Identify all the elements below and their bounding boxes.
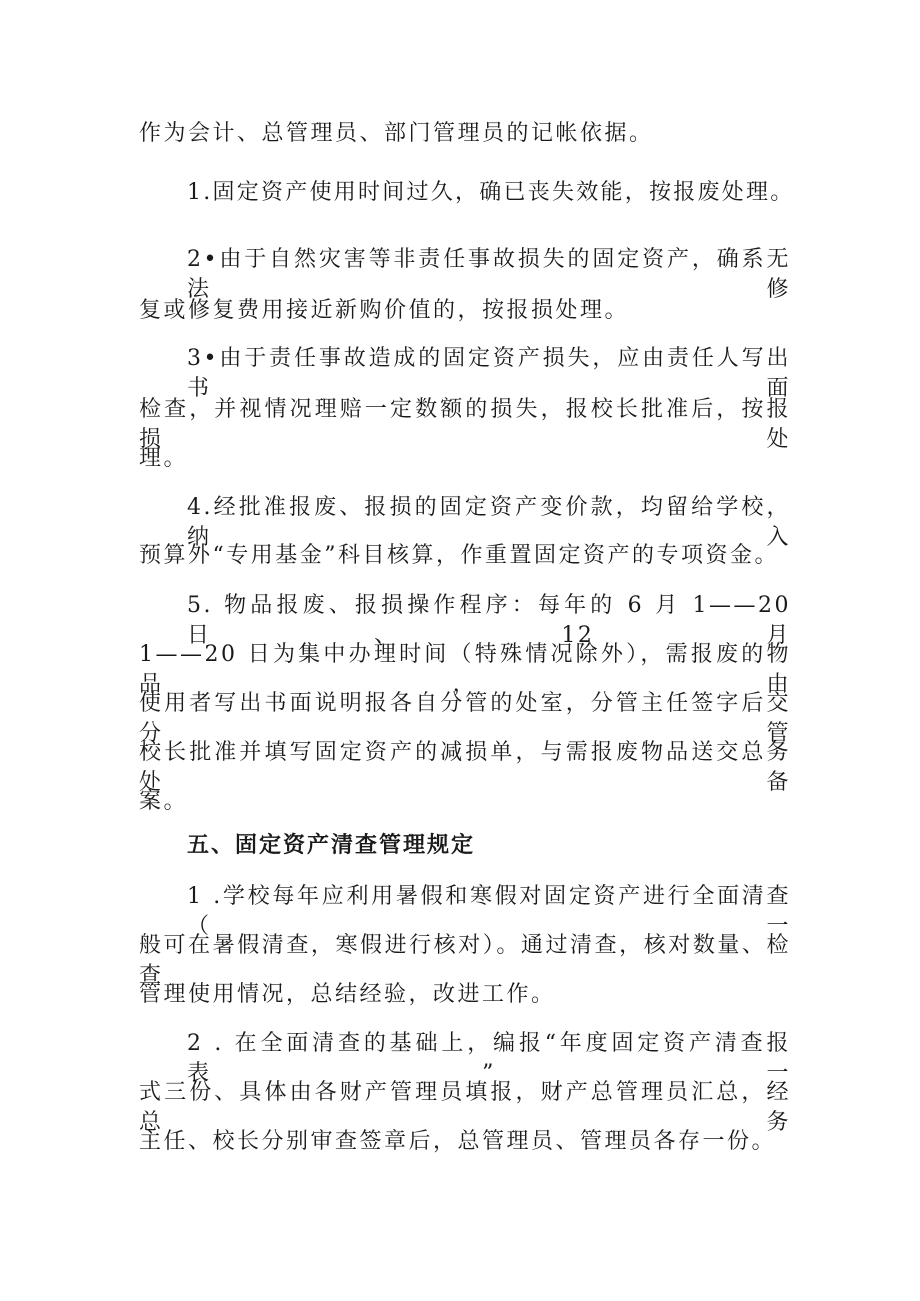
paragraph-line: 1.固定资产使用时间过久，确已丧失效能，按报废处理。 (187, 180, 795, 205)
paragraph-line: 1 .学校每年应利用暑假和寒假对固定资产进行全面清查（一 (187, 884, 791, 939)
paragraph-line: 校长批准并填写固定资产的减损单，与需报废物品送交总务处备 (139, 740, 791, 795)
paragraph-line: 5. 物品报废、报损操作程序：每年的 6 月 1——20 日、12 月 (187, 593, 791, 648)
paragraph-line: 2•由于自然灾害等非责任事故损失的固定资产，确系无法修 (187, 247, 791, 302)
paragraph-line: 预算外“专用基金”科目核算，作重置固定资产的专项资金。 (139, 543, 779, 568)
paragraph-line: 般可在暑假清查，寒假进行核对）。通过清查，核对数量、检查 (139, 933, 791, 988)
paragraph-line: 2 . 在全面清查的基础上，编报“年度固定资产清查报表”一 (187, 1031, 791, 1086)
paragraph-line: 理。 (139, 446, 189, 471)
paragraph-line: 式三份、具体由各财产管理员填报，财产总管理员汇总，经总务 (139, 1080, 791, 1135)
section-heading: 五、固定资产清查管理规定 (187, 833, 476, 858)
paragraph-line: 使用者写出书面说明报各自分管的处室，分管主任签字后交分管 (139, 691, 791, 746)
paragraph-line: 管理使用情况，总结经验，改进工作。 (139, 982, 556, 1007)
paragraph-line: 主任、校长分别审查签章后，总管理员、管理员各存一份。 (139, 1129, 777, 1154)
paragraph-line: 4.经批准报废、报损的固定资产变价款，均留给学校，纳入 (187, 495, 791, 550)
paragraph-line: 案。 (139, 789, 189, 814)
paragraph-line: 1——20 日为集中办理时间（特殊情况除外），需报废的物品，由 (139, 642, 791, 697)
paragraph-line: 复或修复费用接近新购价值的，按报损处理。 (139, 298, 630, 323)
paragraph-line: 3•由于责任事故造成的固定资产损失，应由责任人写出书面 (187, 346, 791, 401)
paragraph-line: 作为会计、总管理员、部门管理员的记帐依据。 (139, 121, 654, 146)
paragraph-line: 检查，并视情况理赔一定数额的损失，报校长批准后，按报损处 (139, 397, 791, 452)
